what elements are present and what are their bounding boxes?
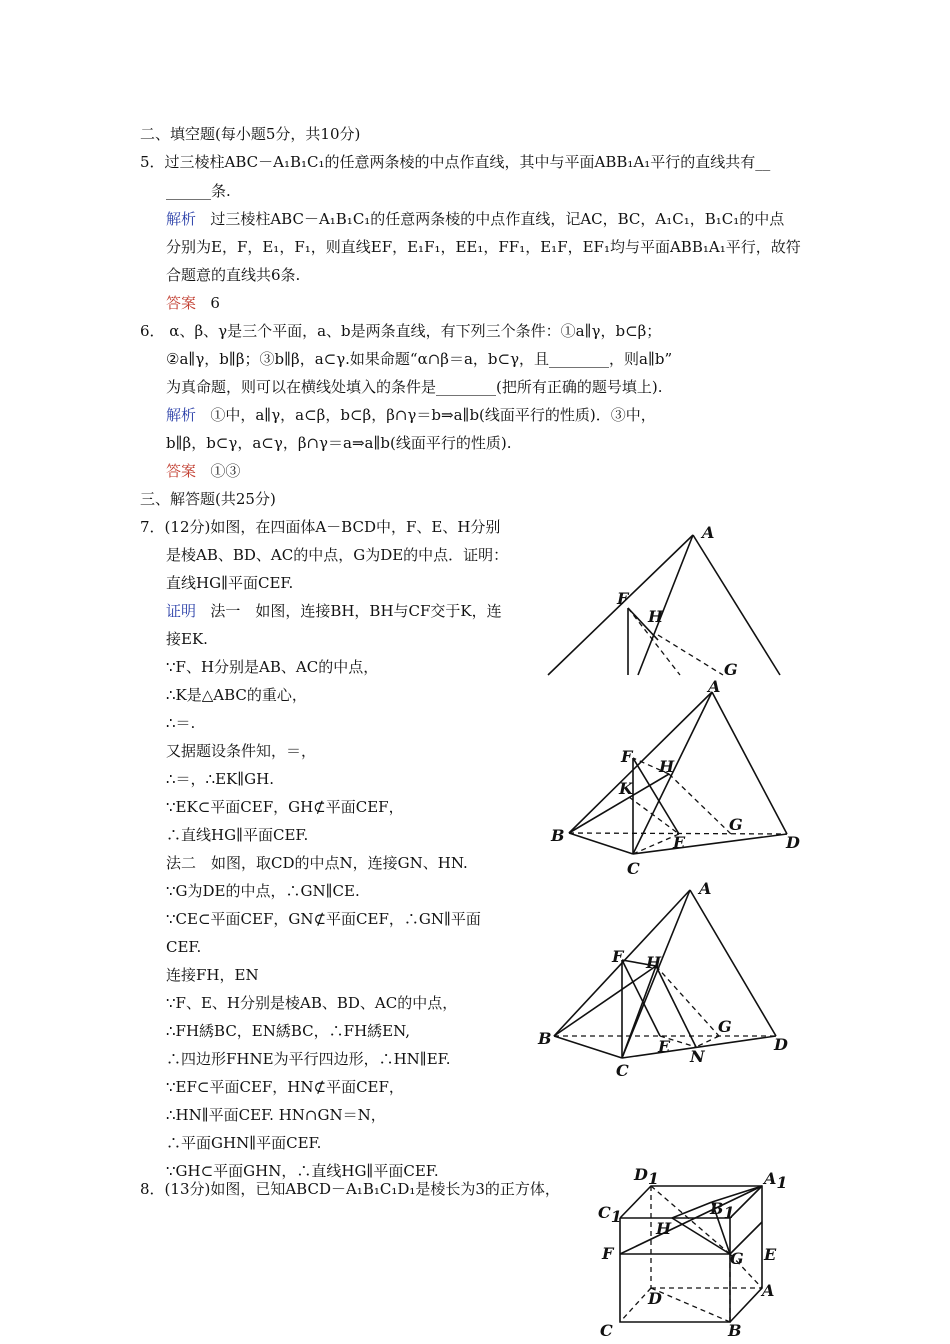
q7-proof-line-1 (166, 601, 502, 621)
fig4-label-D: D (648, 1289, 662, 1308)
q7-m1-line-6: 又据题设条件知，＝， (166, 742, 317, 760)
fig4-label-C: C (600, 1321, 613, 1340)
fig2-label-A: A (708, 677, 721, 696)
fig4-label-C1: C1 (598, 1203, 622, 1226)
q6-line-2: ②a∥γ，b∥β；③b∥β，a⊂γ.如果命题“α∩β＝a，b⊂γ，且________，则a∥b” (166, 350, 673, 368)
q7-m2-line-2: ∵G为DE的中点，∴GN∥CE. (166, 882, 360, 900)
analysis-label: 解析 (166, 406, 197, 424)
q7-m2-line-7: ∴FH綉BC，EN綉BC，∴FH綉EN, (166, 1022, 411, 1040)
fig2-label-G: G (729, 815, 743, 834)
q6-analysis-line-1 (166, 405, 656, 425)
fig3-label-H: H (646, 953, 662, 972)
fig3-label-N: N (690, 1047, 705, 1066)
q7-m2-line-3: ∵CE⊂平面CEF，GN⊄平面CEF，∴GN∥平面 (166, 910, 481, 928)
fig4-label-E: E (764, 1245, 777, 1264)
fig3-label-F: F (612, 947, 624, 966)
q7-m1-line-5: ∴＝. (166, 714, 196, 732)
fig1-label-F: F (617, 589, 629, 608)
q5-answer (166, 293, 220, 313)
fig4-label-B1: B1 (710, 1199, 735, 1222)
q7-m2-line-10: ∴HN∥平面CEF. HN∩GN＝N， (166, 1106, 386, 1124)
q6-analysis-line-2: b∥β，b⊂γ，a⊂γ，β∩γ＝a⇒a∥b(线面平行的性质). (166, 434, 512, 452)
q5-line-1: 5．过三棱柱ABC－A₁B₁C₁的任意两条棱的中点作直线，其中与平面ABB₁A₁平行的直线共有__ (140, 153, 771, 171)
q6-line-3: 为真命题，则可以在横线处填入的条件是________(把所有正确的题号填上). (166, 378, 663, 396)
q7-line-3: 直线HG∥平面CEF. (166, 574, 294, 592)
fig3-label-C: C (616, 1061, 629, 1080)
q7-m1-line-9: ∴直线HG∥平面CEF. (166, 826, 309, 844)
fig1-label-H: H (648, 607, 664, 626)
fig4-label-A: A (762, 1281, 775, 1300)
q7-m2-line-12: ∵GH⊂平面GHN，∴直线HG∥平面CEF. (166, 1162, 439, 1180)
q8-line-1: 8．(13分)如图，已知ABCD－A₁B₁C₁D₁是棱长为3的正方体， (140, 1180, 560, 1198)
fig2-label-H: H (659, 757, 675, 776)
fig3-label-E: E (658, 1037, 671, 1056)
q7-m1-line-3: ∵F、H分别是AB、AC的中点， (166, 658, 379, 676)
fig4-label-H: H (656, 1219, 672, 1238)
analysis-label: 解析 (166, 210, 197, 228)
fig2-label-C: C (627, 859, 640, 878)
q7-m2-line-8: ∴四边形FHNE为平行四边形，∴HN∥EF. (166, 1050, 451, 1068)
q5-analysis-line-2: 分别为E，F，E₁，F₁，则直线EF，E₁F₁，EE₁，FF₁，E₁F，EF₁均与平面ABB₁A₁平行，故符 (166, 238, 801, 256)
q7-m2-line-9: ∵EF⊂平面CEF，HN⊄平面CEF， (166, 1078, 404, 1096)
fig1-label-G: G (724, 660, 738, 679)
q7-m2-line-5: 连接FH，EN (166, 966, 259, 984)
figure-tetrahedron-method-2 (536, 876, 806, 1081)
figure-tetrahedron-partial (540, 520, 800, 680)
answer-label: 答案 (166, 462, 197, 480)
fig2-label-E: E (673, 833, 686, 852)
answer-label: 答案 (166, 294, 197, 312)
q7-line-1: 7．(12分)如图，在四面体A－BCD中，F、E、H分别 (140, 518, 501, 536)
fig3-label-B: B (538, 1029, 552, 1048)
fig4-label-D1: D1 (634, 1165, 660, 1188)
fig2-label-B: B (551, 826, 565, 845)
q7-m1-line-7: ∴＝，∴EK∥GH. (166, 770, 275, 788)
q7-m2-line-6: ∵F、E、H分别是棱AB、BD、AC的中点， (166, 994, 458, 1012)
section-2-heading: 二、填空题(每小题5分，共10分) (140, 125, 361, 143)
fig2-label-K: K (619, 779, 633, 798)
q5-analysis-line-3: 合题意的直线共6条. (166, 266, 301, 284)
fig3-label-D: D (774, 1035, 788, 1054)
q7-m1-line-4: ∴K是△ABC的重心， (166, 686, 307, 704)
fig4-label-A1: A1 (764, 1169, 788, 1192)
q5-analysis-line-1 (166, 209, 784, 229)
q7-line-2: 是棱AB、BD、AC的中点，G为DE的中点．证明： (166, 546, 509, 564)
q7-m1-line-8: ∵EK⊂平面CEF，GH⊄平面CEF， (166, 798, 404, 816)
q6-answer (166, 461, 240, 481)
fig2-label-F: F (621, 747, 633, 766)
figure-tetrahedron-method-1 (545, 678, 815, 878)
fig2-label-D: D (786, 833, 800, 852)
fig4-label-G: G (730, 1249, 744, 1268)
proof-label: 证明 (166, 602, 197, 620)
answer-value: 6 (210, 294, 220, 312)
q5-line-2: ______条. (166, 182, 231, 200)
figure-cube (596, 1164, 786, 1342)
q7-m1-line-2: 接EK. (166, 630, 208, 648)
fig1-label-A: A (702, 523, 715, 542)
fig4-label-F: F (602, 1244, 614, 1263)
proof-text: 法一 如图，连接BH，BH与CF交于K，连 (210, 602, 502, 620)
fig3-label-G: G (718, 1017, 732, 1036)
fig3-label-A: A (699, 879, 712, 898)
q7-m2-line-11: ∴平面GHN∥平面CEF. (166, 1134, 322, 1152)
q6-line-1: 6． α、β、γ是三个平面，a、b是两条直线，有下列三个条件：①a∥γ，b⊂β； (140, 322, 662, 340)
q7-m2-line-1: 法二 如图，取CD的中点N，连接GN、HN. (166, 854, 468, 872)
analysis-text: 过三棱柱ABC－A₁B₁C₁的任意两条棱的中点作直线，记AC，BC，A₁C₁，B₁C₁的中点 (210, 210, 785, 228)
section-3-heading: 三、解答题(共25分) (140, 490, 276, 508)
fig4-label-B: B (728, 1321, 742, 1340)
analysis-text: ①中，a∥γ，a⊂β，b⊂β，β∩γ＝b⇒a∥b(线面平行的性质)．③中， (210, 406, 656, 424)
q7-m2-line-4: CEF. (166, 938, 202, 956)
answer-value: ①③ (210, 462, 241, 480)
